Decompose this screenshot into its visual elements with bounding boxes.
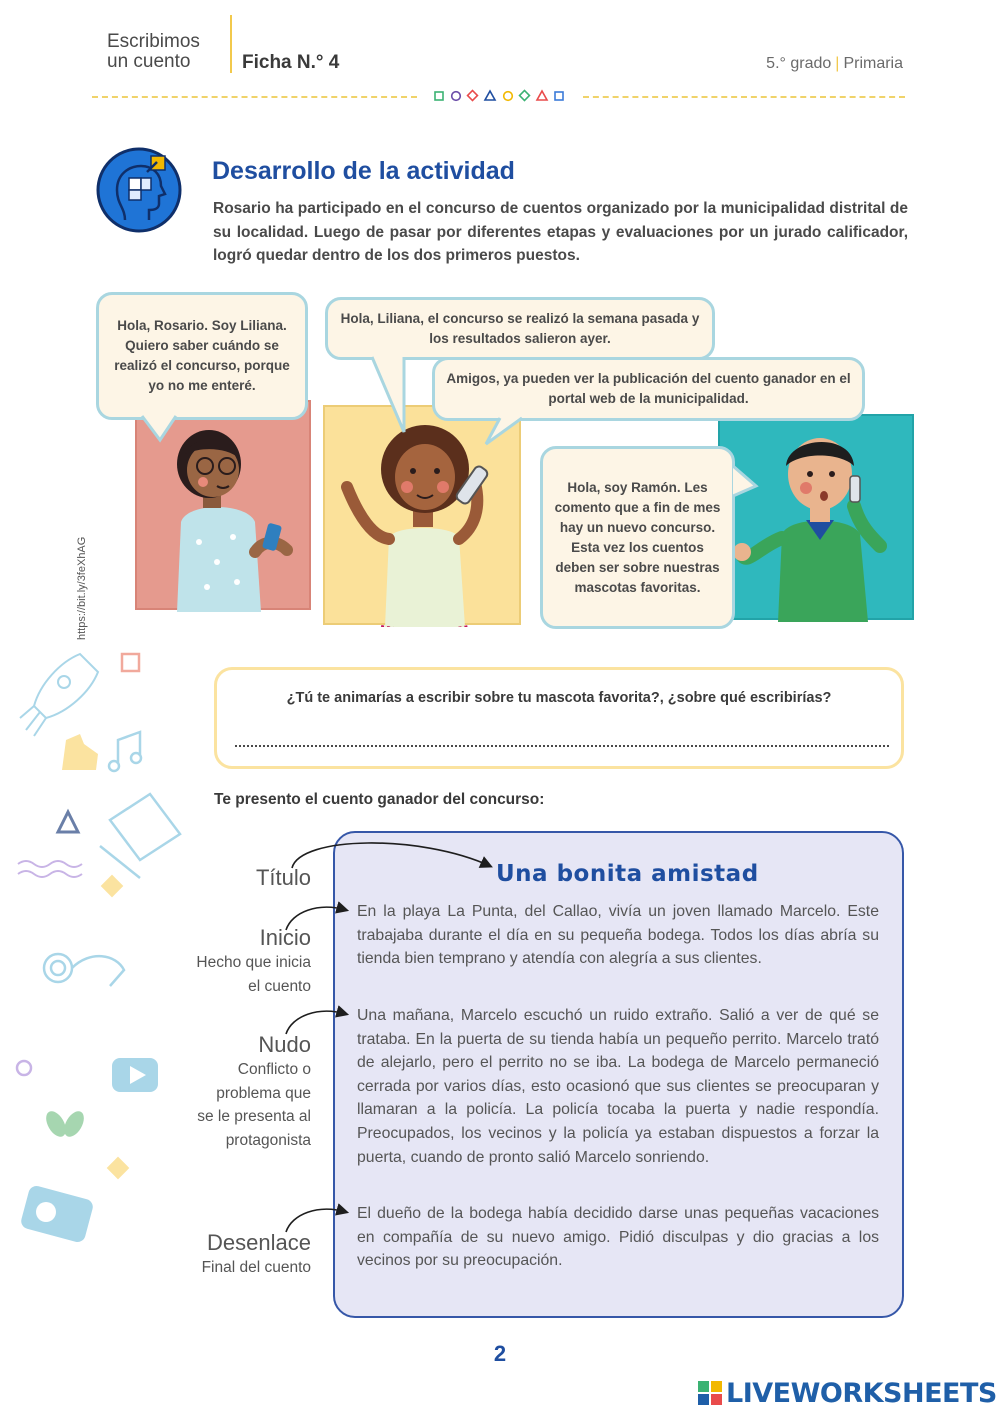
answer-line[interactable] (235, 745, 889, 747)
comic-panel-ramon (718, 414, 914, 620)
label-nudo-desc-4: protagonista (225, 1131, 311, 1149)
question-text: ¿Tú te animarías a escribir sobre tu mascota favorita?, ¿sobre qué escribirías? (286, 690, 832, 706)
music-note-icon (109, 732, 141, 771)
intro-paragraph: Rosario ha participado en el concurso de cuentos organizado por la municipalidad distrital de su localidad. Luego de pasar por diferentes etapas y evaluaciones por un jurado calificador, logró quedar dentro de los dos primeros puestos. (213, 200, 908, 264)
laptop-icon (100, 794, 180, 878)
grade-label: 5.° grado (766, 55, 832, 72)
label-desenlace-desc: Final del cuento (201, 1259, 311, 1276)
story-intro-text: Te presento el cuento ganador del concurso: (214, 791, 545, 808)
label-nudo-desc-3: se le presenta al (197, 1108, 311, 1125)
chameleon-icon (44, 954, 124, 986)
label-nudo-text: Nudo (258, 1032, 311, 1057)
diamond-doodle (101, 875, 124, 898)
story-paragraph-inicio: En la playa La Punta, del Callao, vivía un joven llamado Marcelo. Este trabajaba durante el día en su pequeña bodega. Todos los días abría su tienda bien temprano y atendía con alegría a sus clientes. (357, 903, 879, 968)
section-title: Desarrollo de la actividad (212, 157, 515, 185)
level-label: Primaria (843, 55, 903, 72)
page-number: 2 (493, 1341, 507, 1366)
decorative-shapes-row (433, 88, 567, 104)
unit-title-line1: Escribimos (107, 31, 200, 52)
rocket-icon (20, 654, 98, 736)
square-doodle (122, 654, 139, 671)
head-puzzle-icon (95, 142, 183, 234)
circle-doodle (17, 1061, 31, 1075)
worksheet-number: Ficha N.° 4 (242, 52, 340, 73)
label-desenlace-text: Desenlace (207, 1230, 311, 1255)
comic-panel-rosario (323, 405, 521, 625)
label-nudo-desc-2: problema que (216, 1084, 311, 1102)
label-nudo (197, 1032, 311, 1152)
question-box (214, 667, 904, 769)
label-titulo (256, 865, 311, 891)
wave-doodle (18, 861, 82, 877)
triangle-doodle (58, 812, 78, 832)
grade-info: 5.° grado | Primaria (766, 55, 903, 72)
story-paragraph-nudo: Una mañana, Marcelo escuchó un ruido extraño. Salió a ver de qué se trataba. En la puerta de su tienda había un pequeño perrito. Marcelo trató de alejarlo, pero el perrito no se iba. La bodega de Marcelo permaneció cerrada por varios días, esto ocasionó que sus clientes se preocuparan y llamaran a la policía. La policía tocaba la puerta y nadie respondía. Preocupados, los vecinos y la policía ya estaban dispuestos a forzar la puerta, cuando de pronto salió Marcelo sonriendo. (357, 1007, 879, 1166)
llama-icon (62, 734, 98, 770)
label-inicio-desc-1: Hecho que inicia (196, 954, 311, 971)
story-title: Una bonita amistad (496, 861, 759, 887)
label-titulo-text: Título (255, 865, 311, 890)
label-inicio (196, 925, 311, 998)
header-dashed-line-right (583, 96, 905, 98)
label-inicio-desc-2: el cuento (248, 977, 311, 995)
decorative-doodles (0, 640, 200, 1260)
boy-on-phone-illustration (720, 416, 916, 622)
source-url[interactable]: https://bit.ly/3feXhAG (76, 536, 88, 640)
unit-title (107, 32, 200, 72)
label-desenlace (202, 1230, 311, 1280)
girl-talking-on-phone-illustration (325, 407, 523, 627)
unit-title-line2: un cuento (107, 51, 191, 72)
label-inicio-text: Inicio (259, 925, 311, 950)
speech-bubble-rosario-2: Amigos, ya pueden ver la publicación del cuento ganador en el portal web de la municipalidad. (432, 357, 865, 421)
header-dashed-line-left (92, 96, 417, 98)
diamond-doodle-2 (107, 1157, 130, 1180)
girl-with-phone-illustration (137, 402, 313, 612)
header-divider (230, 15, 232, 73)
comic-panel-liliana (135, 400, 311, 610)
speech-bubble-rosario: Hola, Liliana, el concurso se realizó la semana pasada y los resultados salieron ayer. (325, 297, 715, 360)
leaves-icon (42, 1108, 88, 1140)
radio-icon (19, 1184, 94, 1244)
speech-bubble-liliana: Hola, Rosario. Soy Liliana. Quiero saber cuándo se realizó el concurso, porque yo no me enteré. (96, 292, 308, 420)
liveworksheets-watermark (698, 1378, 997, 1408)
label-nudo-desc-1: Conflicto o (237, 1061, 311, 1078)
liveworksheets-logo-icon (698, 1381, 722, 1405)
watermark-text: LIVEWORKSHEETS (726, 1377, 997, 1409)
story-paragraph-desenlace: El dueño de la bodega había decidido darse unas pequeñas vacaciones en compañía de su nuevo amigo. Pidió disculpas y dio gracias a los vecinos por su preocupación. (357, 1205, 879, 1270)
speech-bubble-ramon: Hola, soy Ramón. Les comento que a fin de mes hay un nuevo concurso. Esta vez los cuentos deben ser sobre nuestras mascotas favoritas. (540, 446, 735, 629)
